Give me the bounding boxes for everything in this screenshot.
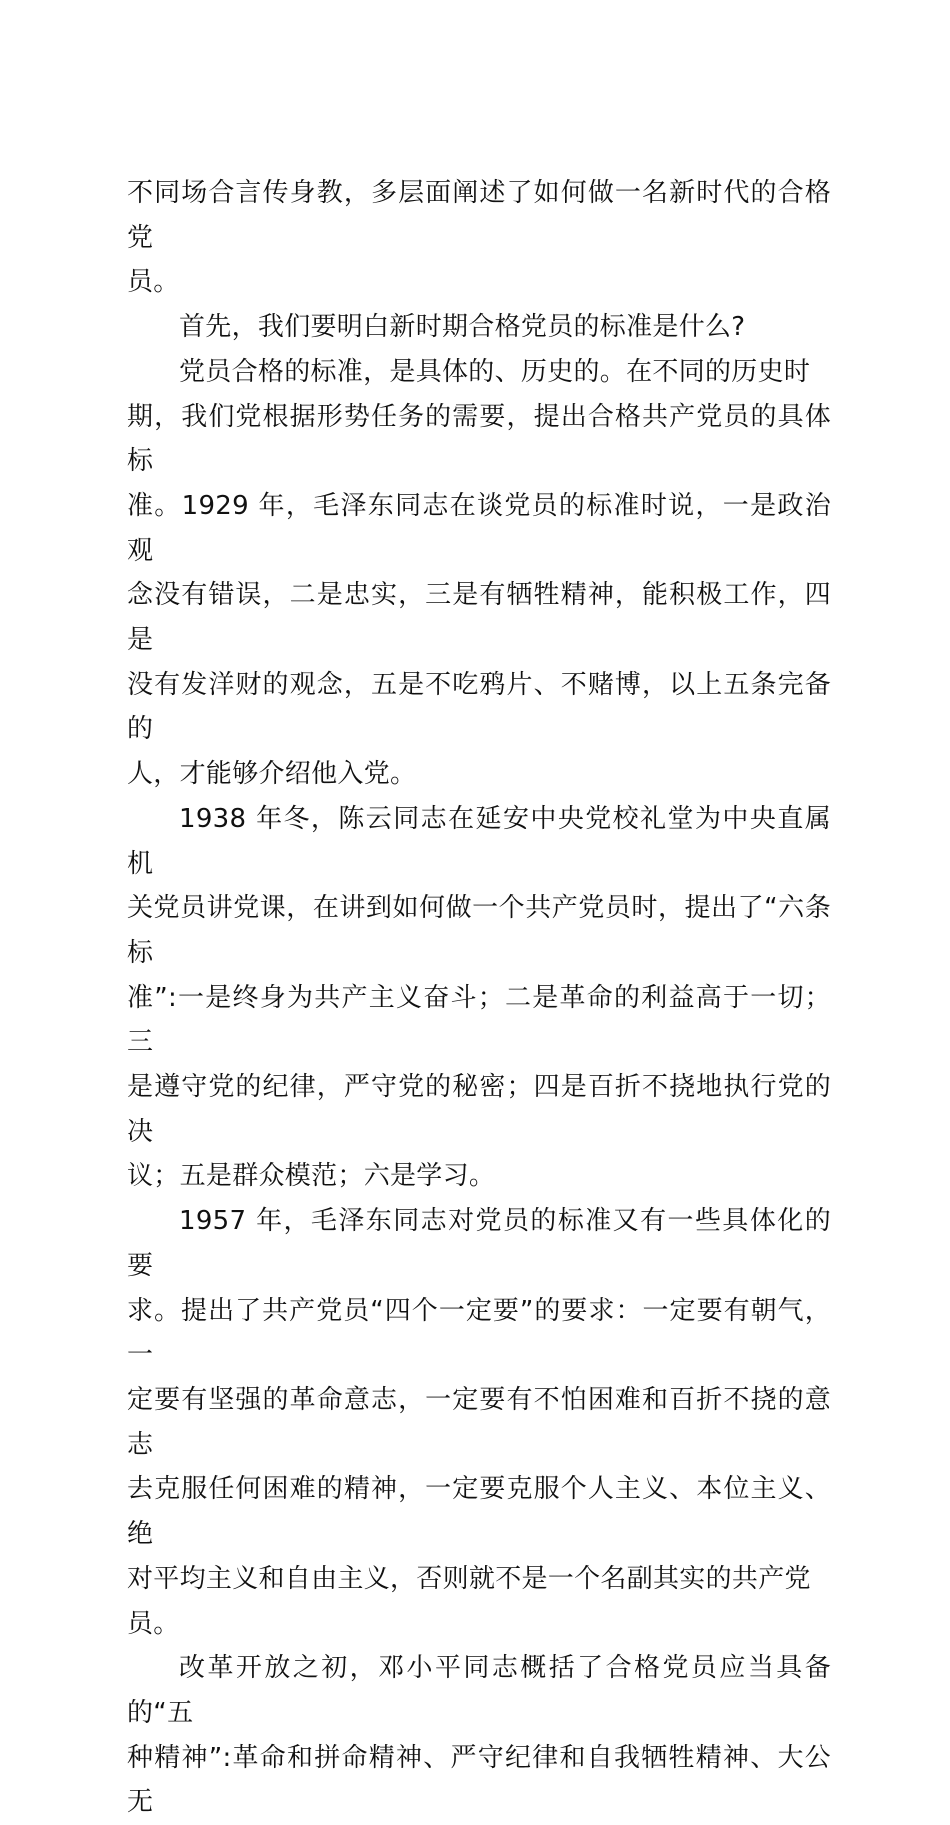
paragraph: [127, 797, 831, 1199]
paragraph: [127, 1199, 831, 1646]
text-line: 期，我们党根据形势任务的需要，提出合格共产党员的具体标: [127, 401, 831, 477]
text-line: 去克服任何困难的精神，一定要克服个人主义、本位主义、绝: [127, 1474, 831, 1550]
text-line: 员。: [127, 267, 180, 298]
text-line: 是遵守党的纪律，严守党的秘密；四是百折不挠地执行党的决: [127, 1072, 831, 1147]
text-line: 种精神”:革命和拼命精神、严守纪律和自我牺牲精神、大公无: [127, 1742, 831, 1818]
paragraph: [127, 305, 831, 350]
text-line: 准。1929 年，毛泽东同志在谈党员的标准时说，一是政治观: [127, 490, 831, 566]
text-line: 改革开放之初，邓小平同志概括了合格党员应当具备的“五: [127, 1653, 831, 1728]
paragraph: [127, 171, 831, 305]
paragraph: [127, 1646, 831, 1825]
paragraph: [127, 350, 831, 797]
text-line: 议；五是群众模范；六是学习。: [127, 1161, 496, 1192]
text-line: 1938 年冬，陈云同志在延安中央党校礼堂为中央直属机: [127, 803, 831, 879]
text-line: 党员合格的标准，是具体的、历史的。在不同的历史时: [179, 356, 811, 387]
text-line: 1957 年，毛泽东同志对党员的标准又有一些具体化的要: [127, 1206, 831, 1281]
text-line: 定要有坚强的革命意志，一定要有不怕困难和百折不挠的意志: [127, 1384, 831, 1460]
text-line: 首先，我们要明白新时期合格党员的标准是什么?: [179, 312, 746, 343]
document-body: [127, 171, 831, 1825]
text-line: 不同场合言传身教，多层面阐述了如何做一名新时代的合格党: [127, 178, 831, 253]
text-line: 员。: [127, 1608, 180, 1639]
text-line: 没有发洋财的观念，五是不吃鸦片、不赌博，以上五条完备的: [127, 669, 831, 745]
text-line: 准”:一是终身为共产主义奋斗；二是革命的利益高于一切；三: [127, 982, 831, 1058]
text-line: 人，才能够介绍他入党。: [127, 759, 417, 790]
text-line: 关党员讲党课，在讲到如何做一个共产党员时，提出了“六条标: [127, 893, 831, 968]
text-line: 念没有错误，二是忠实，三是有牺牲精神，能积极工作，四是: [127, 580, 831, 656]
text-line: 对平均主义和自由主义，否则就不是一个名副其实的共产党: [127, 1563, 811, 1594]
text-line: 求。提出了共产党员“四个一定要”的要求：一定要有朝气，一: [127, 1295, 831, 1371]
